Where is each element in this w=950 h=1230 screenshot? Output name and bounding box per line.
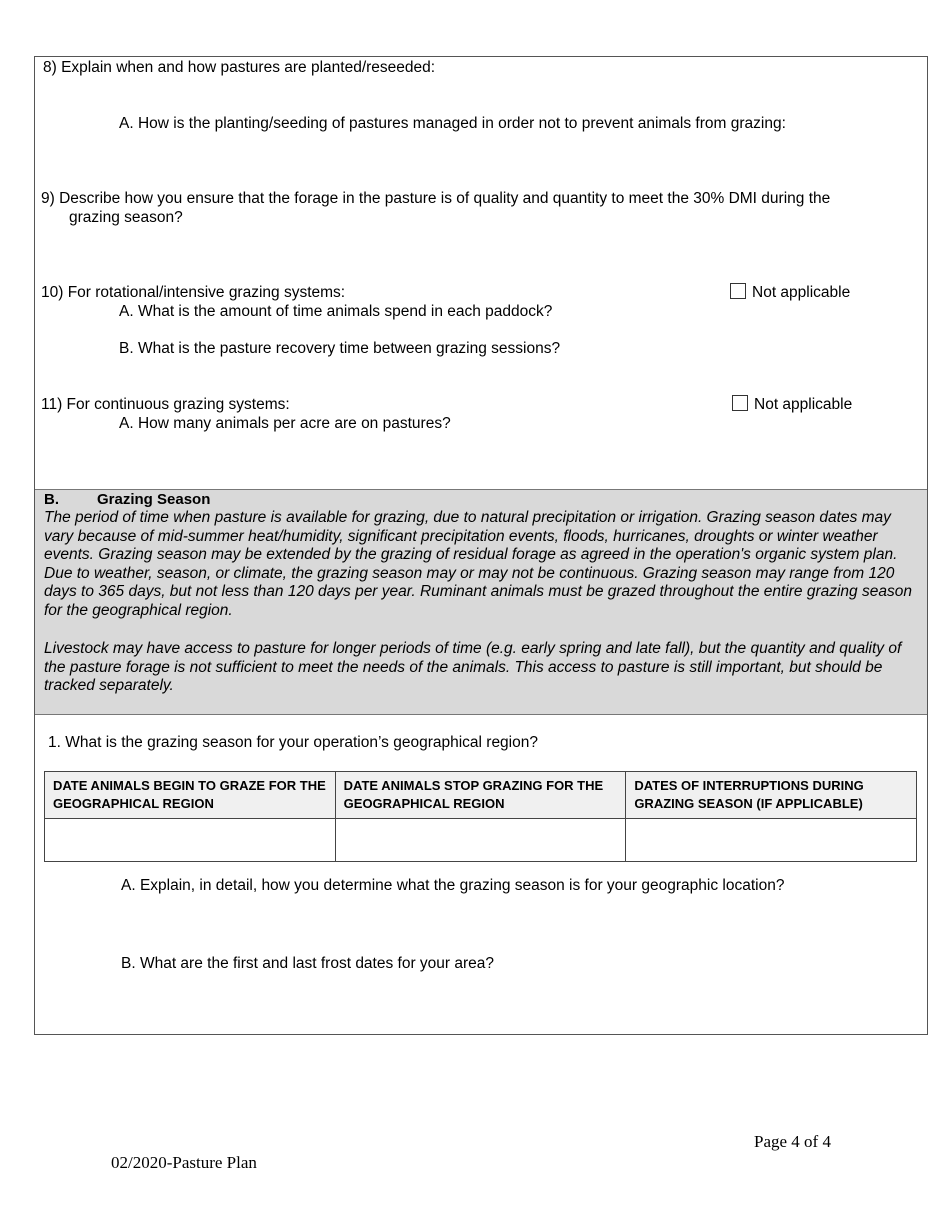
section-title: Grazing Season <box>97 491 211 508</box>
q10-na-label: Not applicable <box>752 284 851 301</box>
col-begin-date: DATE ANIMALS BEGIN TO GRAZE FOR THE GEOGRAPHICAL REGION <box>45 772 336 819</box>
q11-na-label: Not applicable <box>754 396 853 413</box>
form-id: 02/2020-Pasture Plan <box>111 1153 257 1172</box>
question-10b: B. What is the pasture recovery time between grazing sessions? <box>119 340 561 357</box>
page-number: Page 4 of 4 <box>754 1132 831 1151</box>
grazing-question-1: 1. What is the grazing season for your operation’s geographical region? <box>48 734 538 751</box>
begin-date-cell[interactable] <box>45 819 336 862</box>
table-row <box>45 819 917 862</box>
question-8a: A. How is the planting/seeding of pastures managed in order not to prevent animals from grazing: <box>119 115 786 132</box>
q10-not-applicable[interactable] <box>730 283 850 302</box>
question-8: 8) Explain when and how pastures are planted/reseeded: <box>43 59 436 76</box>
stop-date-cell[interactable] <box>335 819 626 862</box>
question-10: 10) For rotational/intensive grazing systems: <box>41 284 346 301</box>
table-header-row <box>45 772 917 819</box>
grazing-access-note: Livestock may have access to pasture for longer periods of time (e.g. early spring and late fall), but the quantity and quality of the pasture forage is not sufficient to meet the needs of the animals. This access to pasture is still important, but should be tracked separately. <box>44 640 902 694</box>
grazing-season-section <box>35 489 927 715</box>
question-10a: A. What is the amount of time animals spend in each paddock? <box>119 303 553 320</box>
question-9-line2: grazing season? <box>69 209 183 226</box>
section-b-heading <box>44 491 210 508</box>
q11-not-applicable[interactable] <box>732 395 852 414</box>
section-letter: B. <box>44 491 59 508</box>
form-frame <box>34 56 928 1035</box>
col-stop-date: DATE ANIMALS STOP GRAZING FOR THE GEOGRAPHICAL REGION <box>335 772 626 819</box>
grazing-question-1b: B. What are the first and last frost dates for your area? <box>121 955 495 972</box>
grazing-dates-table <box>44 771 917 862</box>
col-interruptions: DATES OF INTERRUPTIONS DURING GRAZING SEASON (IF APPLICABLE) <box>626 772 917 819</box>
question-11: 11) For continuous grazing systems: <box>41 396 290 413</box>
question-9-line1: 9) Describe how you ensure that the forage in the pasture is of quality and quantity to meet the 30% DMI during the <box>41 190 831 207</box>
grazing-definition: The period of time when pasture is available for grazing, due to natural precipitation or irrigation. Grazing season dates may vary because of mid-summer heat/humidity, significant precipitation events, floods, hurricanes, droughts or winter weather events. Grazing season may be extended by the grazing of residual forage as agreed in the operation's organic system plan. Due to weather, season, or climate, the grazing season may or may not be continuous. Grazing season may range from 120 days to 365 days, but not less than 120 days per year. Ruminant animals must be grazed throughout the entire grazing season for the geographical region. <box>44 509 912 619</box>
interruptions-cell[interactable] <box>626 819 917 862</box>
q11-checkbox[interactable] <box>732 395 748 411</box>
question-11a: A. How many animals per acre are on pastures? <box>119 415 451 432</box>
q10-checkbox[interactable] <box>730 283 746 299</box>
grazing-question-1a: A. Explain, in detail, how you determine what the grazing season is for your geographic location? <box>121 877 785 894</box>
